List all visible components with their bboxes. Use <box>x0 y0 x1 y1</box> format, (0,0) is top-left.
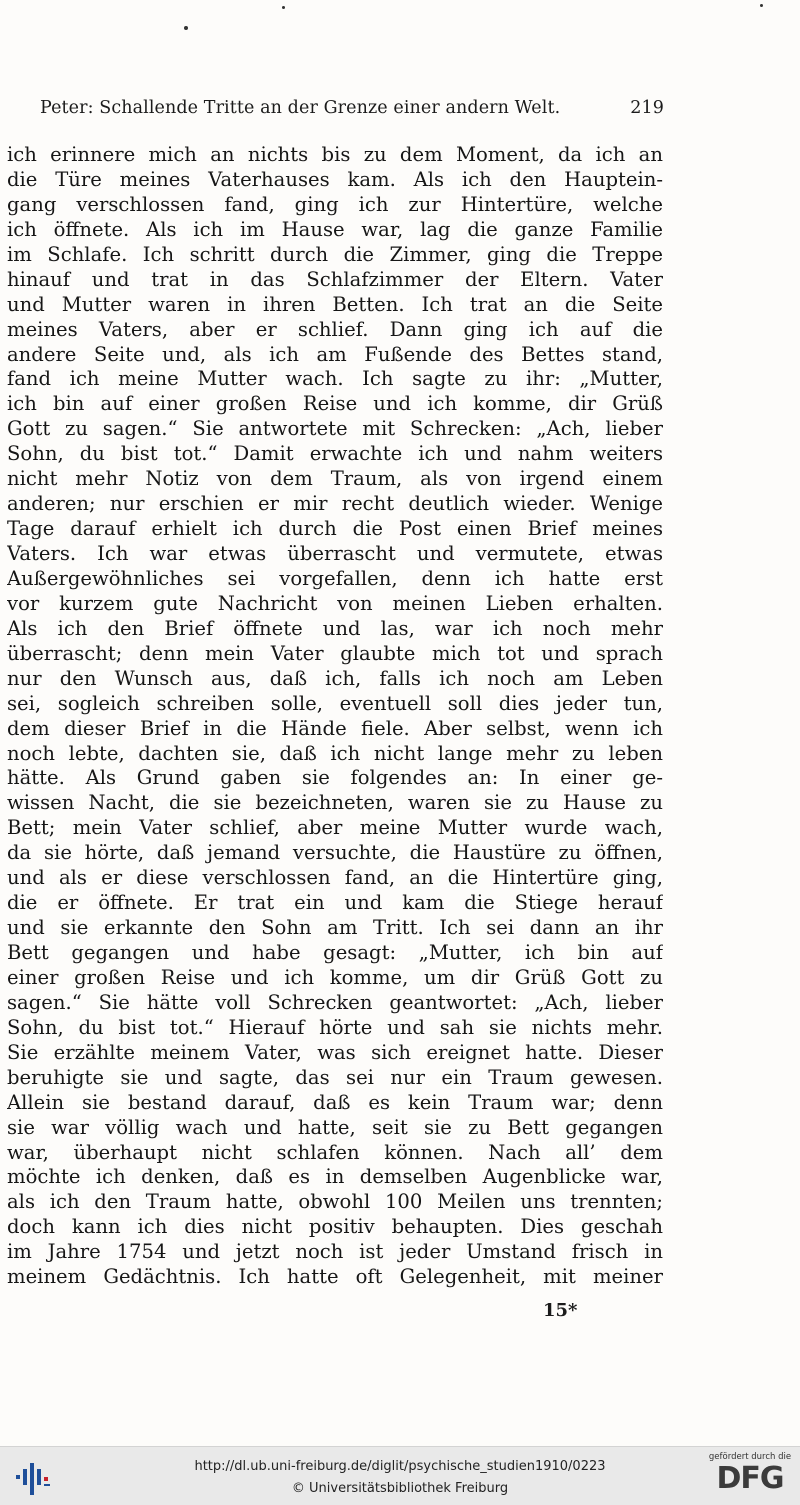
text-line: überrascht; denn mein Vater glaubte mich tot und sprach <box>7 641 663 665</box>
text-line: Außergewöhnliches sei vorgefallen, denn ich hatte erst <box>7 566 663 590</box>
text-line: einer großen Reise und ich komme, um dir Grüß Gott zu <box>7 965 663 989</box>
text-line: vor kurzem gute Nachricht von meinen Lieben erhalten. <box>7 591 663 615</box>
text-line: wissen Nacht, die sie bezeichneten, waren sie zu Hause zu <box>7 791 663 815</box>
text-line: die er öffnete. Er trat ein und kam die Stiege herauf <box>7 891 663 915</box>
copyright-notice: © Universitätsbibliothek Freiburg <box>291 1481 509 1496</box>
text-line: meinem Gedächtnis. Ich hatte oft Gelegenheit, mit meiner <box>7 1265 663 1289</box>
text-line: ich erinnere mich an nichts bis zu dem Moment, da ich an <box>7 143 663 166</box>
text-line: da sie hörte, daß jemand versuchte, die Haustüre zu öffnen, <box>7 841 663 865</box>
text-line: nur den Wunsch aus, daß ich, falls ich noch am Leben <box>7 666 663 690</box>
text-line: als ich den Traum hatte, obwohl 100 Meilen uns trennten; <box>7 1190 663 1214</box>
text-line: Vaters. Ich war etwas überrascht und vermutete, etwas <box>7 542 663 565</box>
text-line: Gott zu sagen.“ Sie antwortete mit Schrecken: „Ach, lieber <box>7 417 663 441</box>
text-line: Allein sie bestand darauf, daß es kein Traum war; denn <box>7 1090 663 1114</box>
text-line: gang verschlossen fand, ging ich zur Hintertüre, welche <box>7 192 663 216</box>
page-number: 219 <box>630 98 664 118</box>
text-line: die Türe meines Vaterhauses kam. Als ich den Hauptein- <box>7 167 663 191</box>
text-line: Bett gegangen und habe gesagt: „Mutter, ich bin auf <box>7 941 663 964</box>
scan-speck <box>282 6 285 9</box>
text-line: Tage darauf erhielt ich durch die Post einen Brief meines <box>7 517 663 541</box>
text-line: beruhigte sie und sagte, das sei nur ein Traum gewesen. <box>7 1065 663 1089</box>
text-line: hätte. Als Grund gaben sie folgendes an: In einer ge- <box>7 766 663 790</box>
viewer-footer <box>0 1446 800 1505</box>
text-line: ich bin auf einer großen Reise und ich komme, dir Grüß <box>7 392 663 416</box>
text-line: war, überhaupt nicht schlafen können. Nach all’ dem <box>7 1140 663 1164</box>
text-line: noch lebte, dachten sie, daß ich nicht lange mehr zu leben <box>7 741 663 765</box>
text-line: Bett; mein Vater schlief, aber meine Mutter wurde wach, <box>7 816 663 840</box>
text-line: Sohn, du bist tot.“ Damit erwachte ich und nahm weiters <box>7 442 663 466</box>
text-line: nicht mehr Notiz von dem Traum, als von irgend einem <box>7 467 663 491</box>
scan-speck <box>760 4 763 7</box>
body-text <box>7 143 663 1290</box>
text-line: im Jahre 1754 und jetzt noch ist jeder Umstand frisch in <box>7 1240 663 1264</box>
text-line: und Mutter waren in ihren Betten. Ich trat an die Seite <box>7 292 663 316</box>
text-line: sagen.“ Sie hätte voll Schrecken geantwortet: „Ach, lieber <box>7 990 663 1014</box>
dfg-wordmark: DFG <box>716 1461 784 1496</box>
running-header <box>40 98 664 118</box>
text-line: hinauf und trat in das Schlafzimmer der Eltern. Vater <box>7 267 663 291</box>
text-line: Als ich den Brief öffnete und las, war ich noch mehr <box>7 616 663 640</box>
text-line: andere Seite und, als ich am Fußende des Bettes stand, <box>7 342 663 366</box>
permalink-url[interactable]: http://dl.ub.uni-freiburg.de/diglit/psychische_studien1910/0223 <box>194 1459 606 1474</box>
text-line: im Schlafe. Ich schritt durch die Zimmer, ging die Treppe <box>7 242 663 266</box>
text-line: dem dieser Brief in die Hände fiele. Aber selbst, wenn ich <box>7 716 663 740</box>
text-line: doch kann ich dies nicht positiv behaupten. Dies geschah <box>7 1215 663 1239</box>
running-title: Peter: Schallende Tritte an der Grenze einer andern Welt. <box>40 98 561 118</box>
text-line: und als er diese verschlossen fand, an die Hintertüre ging, <box>7 866 663 890</box>
text-line: Sie erzählte meinem Vater, was sich ereignet hatte. Dieser <box>7 1040 663 1064</box>
text-line: sei, sogleich schreiben solle, eventuell soll dies jeder tun, <box>7 691 663 715</box>
text-line: anderen; nur erschien er mir recht deutlich wieder. Wenige <box>7 492 663 516</box>
dfg-tagline: gefördert durch die <box>708 1452 792 1462</box>
text-line: sie war völlig wach und hatte, seit sie zu Bett gegangen <box>7 1115 663 1139</box>
scan-speck <box>184 26 188 30</box>
text-line: ich öffnete. Als ich im Hause war, lag die ganze Familie <box>7 217 663 241</box>
dfg-logo-icon <box>704 1452 796 1502</box>
text-line: fand ich meine Mutter wach. Ich sagte zu ihr: „Mutter, <box>7 367 663 391</box>
signature-mark: 15* <box>543 1300 578 1321</box>
text-line: Sohn, du bist tot.“ Hierauf hörte und sah sie nichts mehr. <box>7 1015 663 1039</box>
text-line: und sie erkannte den Sohn am Tritt. Ich sei dann an ihr <box>7 916 663 940</box>
text-line: meines Vaters, aber er schlief. Dann ging ich auf die <box>7 317 663 341</box>
text-line: möchte ich denken, daß es in demselben Augenblicke war, <box>7 1165 663 1189</box>
